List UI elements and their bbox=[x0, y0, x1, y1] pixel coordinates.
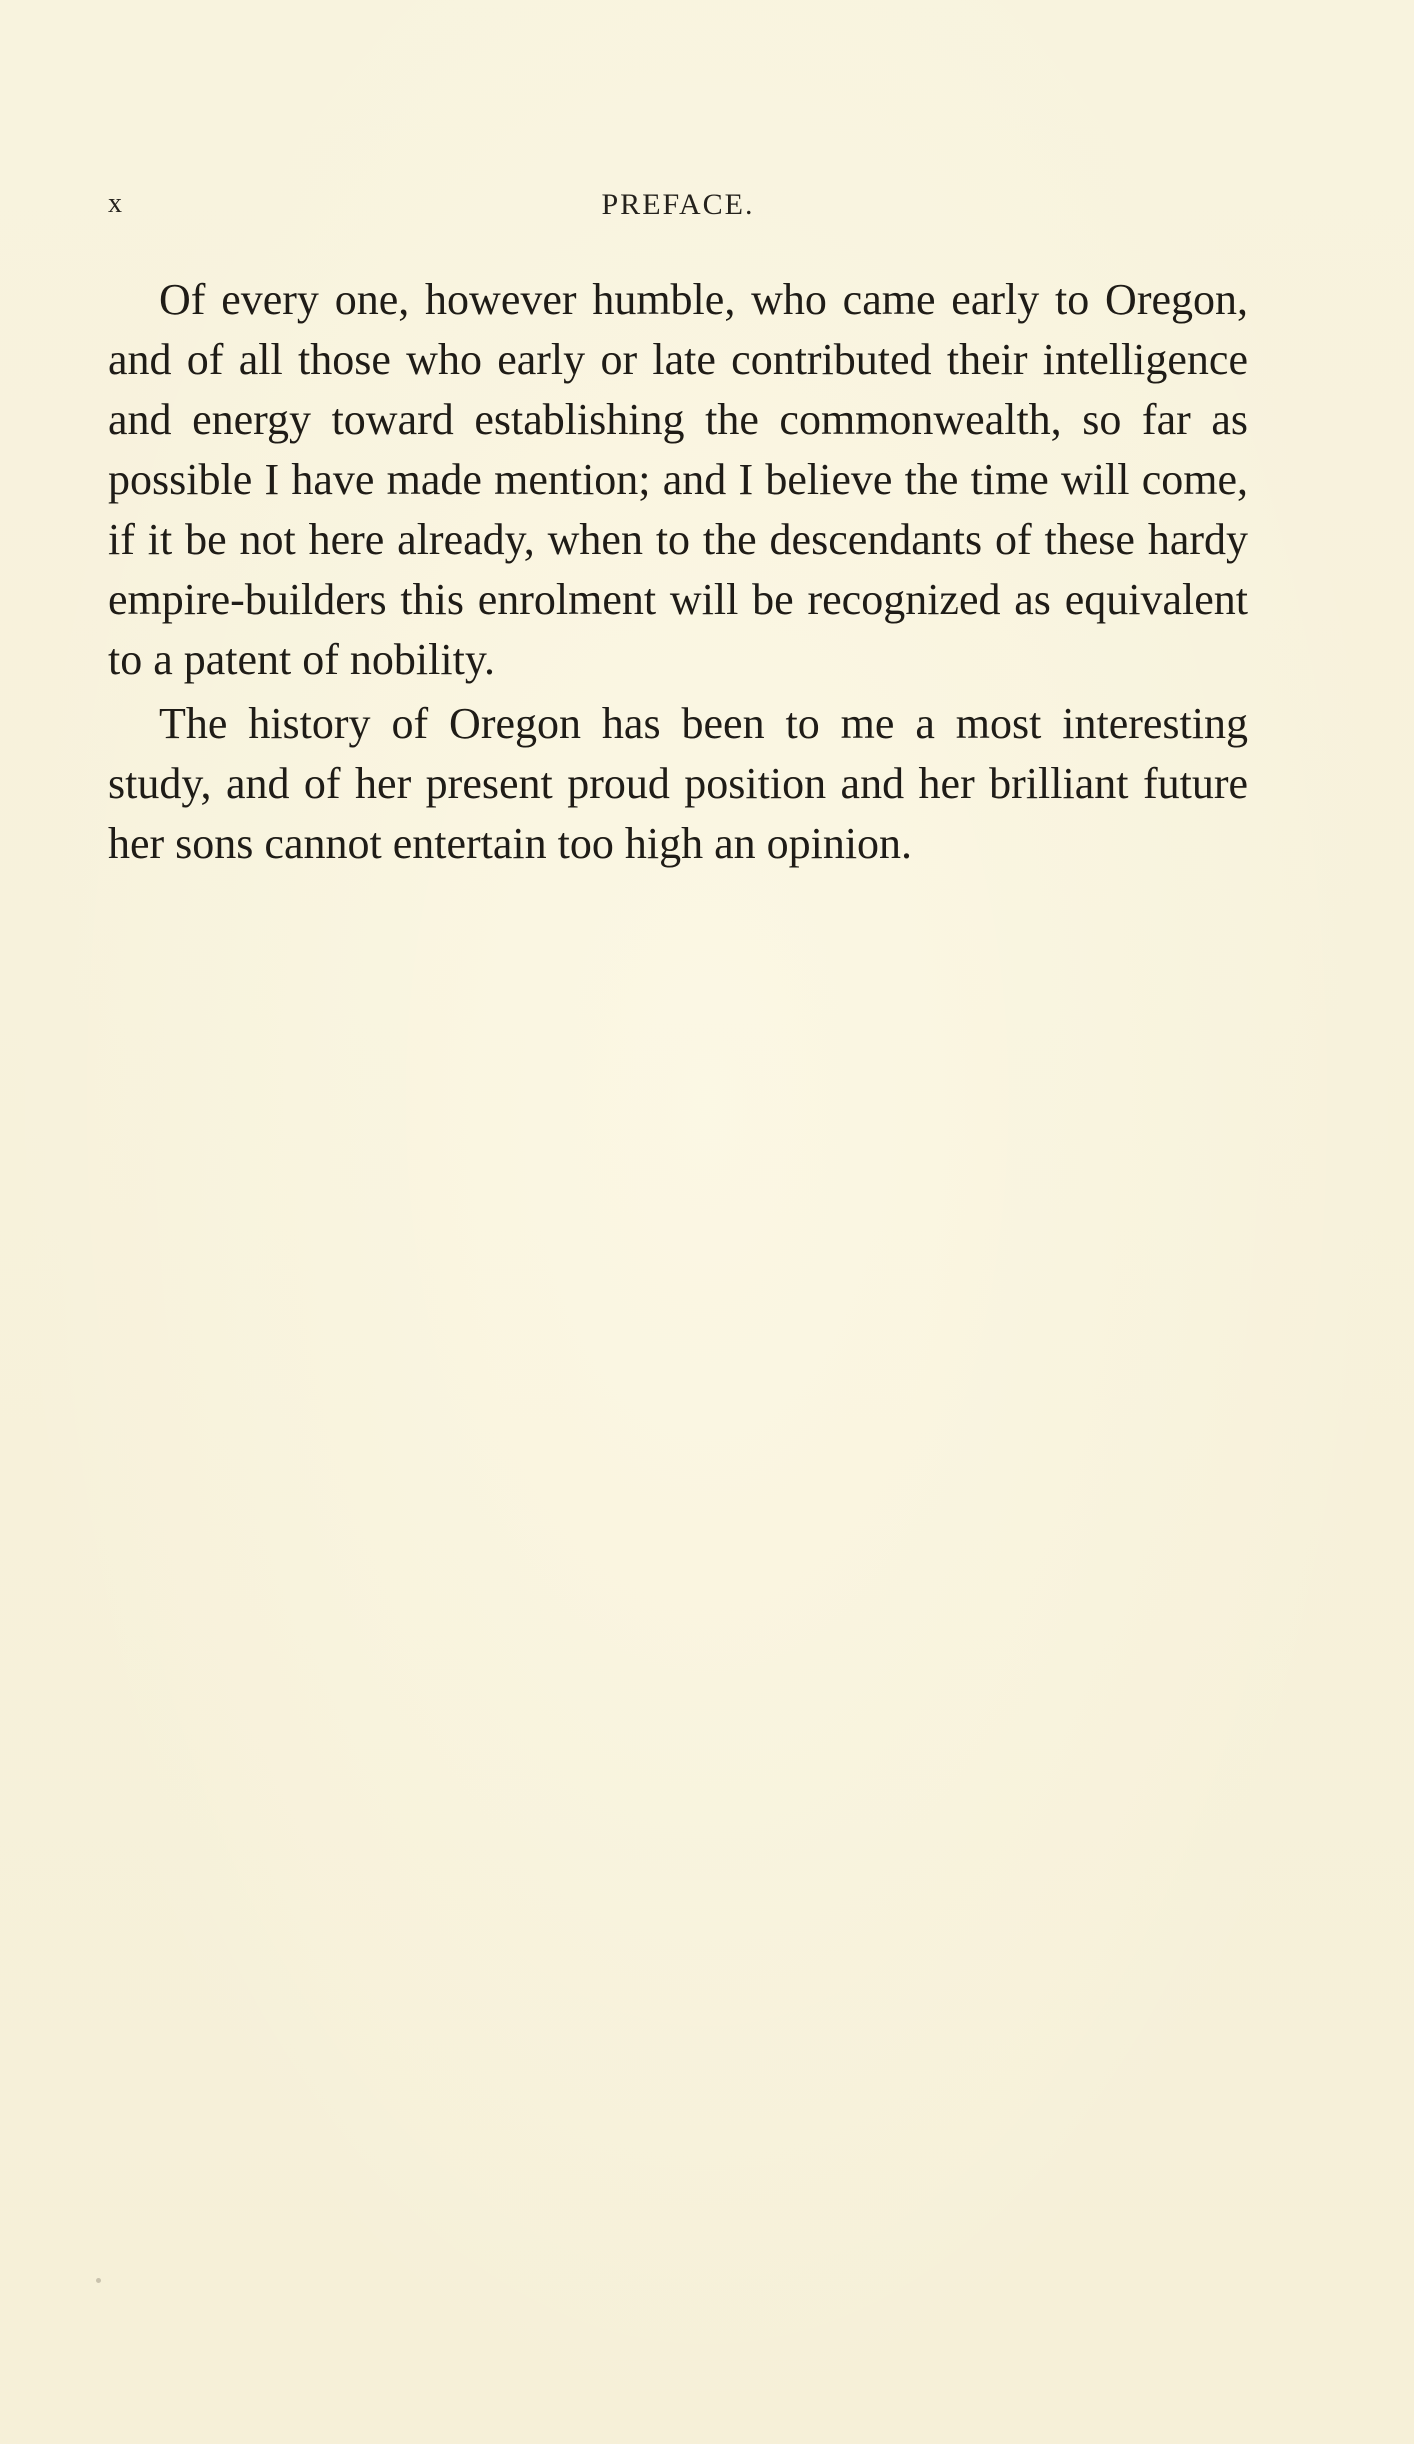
paper-speck bbox=[96, 2278, 101, 2283]
paragraph-1: Of every one, however humble, who came early to Oregon, and of all those who early or late contributed their intelligence and energy toward establishing the commonwealth, so far as possible I have made mention; and I believe the time will come, if it be not here already, when to the descendants of these hardy empire-builders this enrolment will be recognized as equivalent to a patent of nobility. bbox=[108, 275, 1248, 684]
running-title: PREFACE. bbox=[601, 188, 755, 221]
body-text bbox=[108, 270, 1248, 878]
running-head bbox=[108, 188, 1248, 228]
page-number: x bbox=[108, 188, 123, 219]
paragraph-2: The history of Oregon has been to me a most interesting study, and of her present proud position and her brilliant future her sons cannot entertain too high an opinion. bbox=[108, 699, 1248, 868]
